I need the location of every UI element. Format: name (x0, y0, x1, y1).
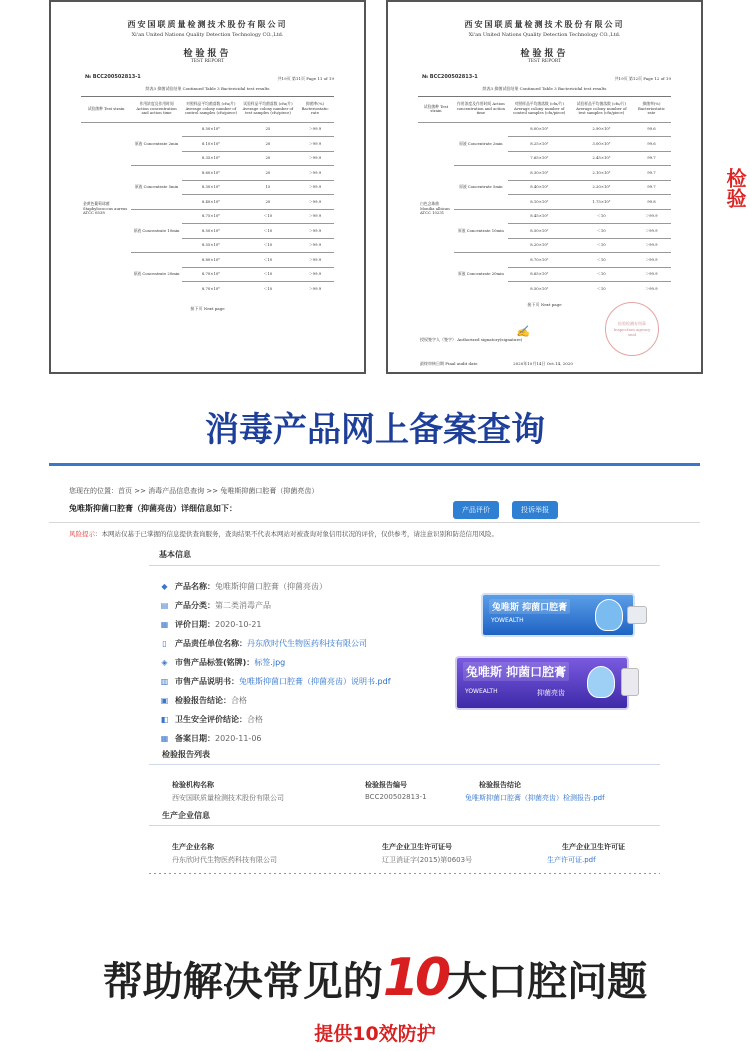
product-brand-en: YOWEALTH (465, 688, 498, 695)
table-cell: ＞99.9 (296, 122, 334, 137)
table-header-cell: 试验样品平均菌落数 (cfu/片) Average colony number of test samples (cfu/piece) (240, 96, 296, 122)
top-accent-bar (49, 463, 700, 466)
table-cell: 99.7 (632, 180, 671, 195)
info-field (160, 693, 247, 707)
table-cell: 20 (240, 166, 296, 181)
table-cell: 20 (240, 137, 296, 152)
action-condition: 原液 Concentrate 10min (131, 209, 182, 253)
table-cell: ＞99.9 (632, 282, 671, 296)
table-header-cell: 作用浓度及作用时间 Action concentration and action time (131, 96, 182, 122)
table-cell: ＞99.9 (296, 253, 334, 268)
table-cell: 8.25×10⁵ (508, 137, 571, 152)
table-row (81, 122, 334, 137)
table-cell: ＞99.9 (632, 224, 671, 239)
table-cell: 8.40×10⁵ (508, 180, 571, 195)
table-cell: 8.30×10⁶ (182, 180, 240, 195)
table-cell: ＞99.9 (296, 267, 334, 282)
column-header: 检验报告编号 (365, 781, 407, 789)
table-cell: 99.6 (632, 137, 671, 152)
info-field (160, 712, 263, 726)
license-number: 辽卫消证字(2015)第0603号 (382, 856, 473, 864)
table-cell: ＜10 (240, 267, 296, 282)
report-title-en: TEST REPORT (190, 59, 225, 64)
table-cell: ＞99.9 (296, 282, 334, 296)
info-field (160, 655, 285, 669)
table-header-cell: 抑菌率(%) Bacteriostatic rate (632, 96, 671, 122)
bunny-mascot-icon (587, 666, 615, 698)
product-image-tube-2 (455, 656, 629, 710)
breadcrumb[interactable]: 您现在的位置：首页 >> 消毒产品信息查询 >> 兔唯斯抑菌口腔膏（抑菌亮齿） (69, 487, 319, 495)
table-cell: 20 (240, 151, 296, 166)
table-cell: ＞99.9 (296, 238, 334, 253)
report-title-en: TEST REPORT (527, 59, 562, 64)
table-cell: 8.70×10⁵ (508, 253, 571, 268)
table-cell: 8.40×10⁶ (182, 195, 240, 210)
table-cell: 7.65×10⁵ (508, 151, 571, 166)
table-cell: ＜10 (240, 253, 296, 268)
action-condition: 原液 Concentrate 5min (454, 166, 508, 210)
column-header: 检验报告结论 (479, 781, 521, 789)
inspection-agency: 西安国联质量检测技术股份有限公司 (172, 794, 284, 802)
table-cell: 8.50×10⁶ (182, 122, 240, 137)
table-cell: 99.6 (632, 122, 671, 137)
field-value: 第二类消毒产品 (215, 600, 271, 610)
section-heading-help (0, 948, 750, 1008)
table-cell: ＜10 (571, 267, 632, 282)
table-cell: ＜10 (571, 224, 632, 239)
report-table (81, 82, 334, 296)
action-condition: 原液 Concentrate 20min (131, 253, 182, 296)
test-strain: 白色念珠菌 Monilia albican ATCC 10231 (418, 122, 454, 296)
signature-mark: ✍ (516, 325, 530, 338)
table-cell: ＞99.9 (296, 195, 334, 210)
table-cell: ＜10 (571, 253, 632, 268)
subheading-protection: 提供10效防护 (314, 1023, 436, 1045)
table-cell: 8.30×10⁵ (508, 166, 571, 181)
field-link[interactable]: 兔唯斯抑菌口腔膏（抑菌亮齿）说明书.pdf (239, 676, 391, 686)
table-cell: 8.50×10⁵ (508, 224, 571, 239)
table-cell: 99.7 (632, 166, 671, 181)
table-cell: ＞99.9 (296, 151, 334, 166)
action-condition: 原液 Concentrate 2min (131, 122, 182, 166)
table-cell: 99.8 (632, 195, 671, 210)
section-heading-record: 消毒产品网上备案查询 (205, 410, 545, 450)
report-number: BCC200502813-1 (365, 793, 427, 801)
table-cell: 2.45×10³ (571, 151, 632, 166)
report-org-en: Xi'an United Nations Quality Detection Technology CO.,Ltd. (131, 32, 284, 38)
table-cell: 1.75×10³ (571, 195, 632, 210)
table-header-cell: 抑菌率(%) Bacteriostatic rate (296, 96, 334, 122)
column-header: 生产企业卫生许可证 (562, 843, 625, 851)
field-label: 产品责任单位名称： (175, 638, 247, 648)
report-org: 西安国联质量检测技术股份有限公司 (127, 19, 288, 29)
audit-date: 2020年10月14日 Oct.14, 2020 (513, 361, 573, 366)
field-value: 2020-11-06 (215, 733, 262, 743)
table-cell: 99.7 (632, 151, 671, 166)
column-header: 检验机构名称 (172, 781, 214, 789)
table-row (418, 122, 671, 137)
product-brand: 兔唯斯 抑菌口腔膏 (463, 662, 569, 681)
table-cell: ＞99.9 (632, 253, 671, 268)
table-cell: 2.90×10³ (571, 122, 632, 137)
action-condition: 原液 Concentrate 10min (454, 209, 508, 253)
report-next-page: 接下页 Next page (190, 306, 225, 311)
heading-help-number: 10 (382, 948, 448, 1008)
calendar-icon: ▦ (160, 733, 169, 743)
table-cell: 15 (240, 180, 296, 195)
field-value: 兔唯斯抑菌口腔膏（抑菌亮齿） (215, 581, 327, 591)
table-cell: 8.20×10⁵ (508, 238, 571, 253)
field-label: 产品分类： (175, 600, 215, 610)
table-cell: 20 (240, 195, 296, 210)
table-header-cell: 试验菌种 Test strain (81, 96, 131, 122)
tube-cap (621, 668, 639, 696)
field-label: 市售产品标签(铭牌)： (175, 657, 255, 667)
info-field (160, 598, 271, 612)
table-cell: 2.20×10³ (571, 180, 632, 195)
record-query-screenshot (49, 463, 700, 883)
table-cell: 8.60×10⁶ (182, 166, 240, 181)
complaint-report-button[interactable]: 投诉举报 (512, 501, 558, 519)
field-label: 评价日期： (175, 619, 215, 629)
field-label: 备案日期： (175, 733, 215, 743)
test-strain: 金黄色葡萄球菌 Staphylococcus aureus ATCC 6538 (81, 122, 131, 296)
table-cell: 8.35×10⁶ (182, 151, 240, 166)
inspection-seal (605, 302, 659, 356)
table-cell: 3.00×10³ (571, 137, 632, 152)
table-cell: ＞99.9 (296, 209, 334, 224)
category-icon: ▤ (160, 600, 169, 610)
red-seal-fragment: 检验 (723, 168, 747, 208)
divider (149, 565, 660, 566)
column-header: 生产企业卫生许可证号 (382, 843, 452, 851)
table-cell: ＞99.9 (296, 137, 334, 152)
audit-date-label: 最终审核日期 Final audit date (420, 361, 478, 366)
table-cell: ＜10 (571, 282, 632, 296)
basic-info-title: 基本信息 (159, 550, 191, 559)
field-link[interactable]: 标签.jpg (254, 657, 286, 667)
report-page: 共19页 第11页 Page 11 of 19 (277, 76, 334, 81)
label-icon: ◈ (161, 657, 168, 667)
product-brand-en: YOWEALTH (491, 617, 524, 624)
report-page: 共19页 第12页 Page 12 of 19 (614, 76, 671, 81)
table-cell: ＜10 (240, 209, 296, 224)
product-evaluation-button[interactable]: 产品评价 (453, 501, 499, 519)
test-report-page-left (49, 0, 366, 374)
field-label: 市售产品说明书： (175, 676, 239, 686)
info-field (160, 636, 367, 650)
column-header: 生产企业名称 (172, 843, 214, 851)
table-cell: 8.80×10⁶ (182, 253, 240, 268)
table-cell: 8.10×10⁵ (508, 195, 571, 210)
divider (49, 522, 700, 523)
field-value: 2020-10-21 (215, 619, 262, 629)
table-header-cell: 作用浓度及作用时间 Action concentration and action time (454, 96, 508, 122)
table-header-cell: 对照样品平均菌落数 (cfu/片) Average colony number of control samples (cfu/piece) (508, 96, 571, 122)
seal-text: 检验检测专用章 Inspection agency seal (613, 321, 651, 337)
bunny-mascot-icon (595, 599, 623, 631)
table-cell: ＞99.9 (632, 238, 671, 253)
table-cell: 8.10×10⁶ (182, 137, 240, 152)
report-number: № BCC200502813-1 (85, 74, 141, 80)
divider (149, 764, 660, 765)
table-cell: 2.10×10³ (571, 166, 632, 181)
risk-label: 风险提示 (69, 530, 95, 538)
report-next-page: 接下页 Next page (527, 302, 562, 307)
heading-help-pre: 帮助解决常见的 (102, 959, 383, 1005)
field-link[interactable]: 丹东欣时代生物医药科技有限公司 (247, 638, 367, 648)
report-title: 检验报告 (183, 49, 232, 59)
table-row (418, 209, 671, 224)
table-cell: 8.75×10⁶ (182, 209, 240, 224)
calendar-icon: ▦ (160, 619, 169, 629)
company-info-title: 生产企业信息 (162, 811, 210, 820)
report-title: 检验报告 (520, 49, 569, 59)
table-cell: ＞99.9 (632, 209, 671, 224)
table-cell: 8.70×10⁶ (182, 267, 240, 282)
report-table (418, 82, 671, 296)
table-header-cell: 对照样品平均菌落数 (cfu/片) Average colony number of control samples (cfu/piece) (182, 96, 240, 122)
dotted-divider (149, 873, 660, 874)
table-cell: ＞99.9 (296, 180, 334, 195)
company-name: 丹东欣时代生物医药科技有限公司 (172, 856, 277, 864)
table-row (418, 166, 671, 181)
table-cell: ＞99.9 (296, 224, 334, 239)
info-field (160, 579, 327, 593)
table-cell: 8.50×10⁶ (182, 224, 240, 239)
table-row (418, 253, 671, 268)
risk-text: ：本网站仅基于已掌握的信息提供查询服务，查询结果不代表本网站对被查询对象信用状况的评价，仅供参考，请注意识别和防范信用风险。 (95, 530, 498, 538)
table-cell: 8.00×10⁵ (508, 122, 571, 137)
info-field (160, 674, 391, 688)
field-label: 卫生安全评价结论： (175, 714, 247, 724)
report-org: 西安国联质量检测技术股份有限公司 (464, 19, 625, 29)
safety-icon: ◧ (160, 714, 169, 724)
detail-title: 兔唯斯抑菌口腔膏（抑菌亮齿）详细信息如下： (69, 504, 237, 513)
report-number: № BCC200502813-1 (422, 74, 478, 80)
heading-help-post: 大口腔问题 (447, 959, 648, 1005)
table-header-cell: 试验菌种 Test strain (418, 96, 454, 122)
tube-cap (627, 606, 647, 624)
table-cell: ＞99.9 (632, 267, 671, 282)
product-brand: 兔唯斯 抑菌口腔膏 (489, 599, 570, 614)
signatory-label: 授权签字人（签字） Authorized signatory(signature) (420, 337, 523, 342)
table-header-cell: 试验样品平均菌落数 (cfu/片) Average colony number of test samples (cfu/piece) (571, 96, 632, 122)
table-cell: ＜10 (240, 224, 296, 239)
report-icon: ▣ (160, 695, 169, 705)
manual-icon: ▥ (160, 676, 169, 686)
tag-icon: ◆ (161, 581, 168, 591)
product-subtitle: 抑菌亮齿 (537, 689, 565, 697)
test-report-page-right (386, 0, 703, 374)
license-pdf-link[interactable]: 生产许可证.pdf (547, 856, 596, 864)
info-field (160, 617, 262, 631)
table-cell: ＜10 (571, 209, 632, 224)
table-caption: 续表3 抑菌试验结果 Continued Table 3 Bactericidal test results (145, 85, 270, 91)
field-value: 合格 (247, 714, 263, 724)
action-condition: 原液 Concentrate 2min (454, 122, 508, 166)
info-field (160, 731, 262, 745)
action-condition: 原液 Concentrate 5min (131, 166, 182, 210)
action-condition: 原液 Concentrate 20min (454, 253, 508, 296)
report-pdf-link[interactable]: 兔唯斯抑菌口腔膏（抑菌亮齿）检测报告.pdf (465, 794, 605, 802)
product-image-tube-1 (481, 593, 635, 637)
table-cell: 8.45×10⁵ (508, 209, 571, 224)
table-cell: 25 (240, 122, 296, 137)
risk-notice (69, 529, 700, 538)
field-value: 合格 (231, 695, 247, 705)
divider (149, 825, 660, 826)
table-cell: 8.70×10⁶ (182, 282, 240, 296)
report-org-en: Xi'an United Nations Quality Detection Technology CO.,Ltd. (468, 32, 621, 38)
table-cell: ＞99.9 (296, 166, 334, 181)
report-list-title: 检验报告列表 (162, 750, 210, 759)
table-cell: ＜10 (240, 238, 296, 253)
table-cell: 8.50×10⁵ (508, 282, 571, 296)
field-label: 产品名称： (175, 581, 215, 591)
table-cell: ＜10 (571, 238, 632, 253)
table-cell: 8.65×10⁵ (508, 267, 571, 282)
table-cell: ＜10 (240, 282, 296, 296)
table-caption: 续表3 抑菌试验结果 Continued Table 3 Bactericidal test results (482, 85, 607, 91)
document-icon: ▯ (162, 638, 167, 648)
field-label: 检验报告结论： (175, 695, 231, 705)
table-cell: 8.55×10⁶ (182, 238, 240, 253)
